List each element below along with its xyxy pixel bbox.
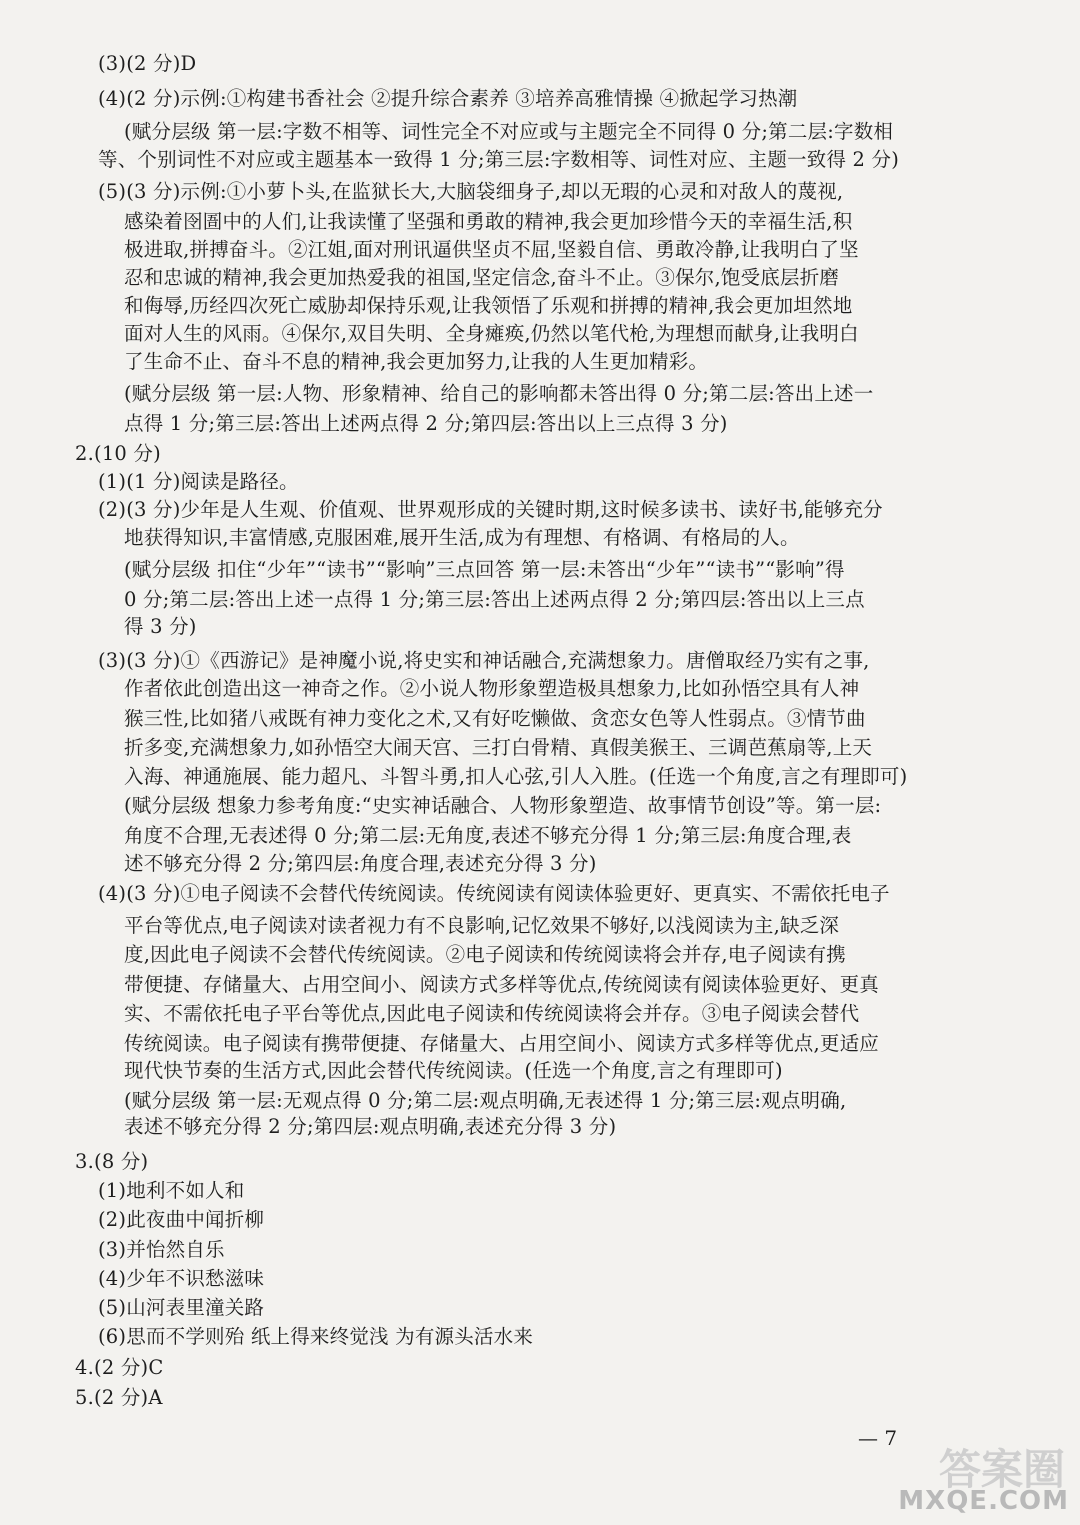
answer-line: 带便捷、存储量大、占用空间小、阅读方式多样等优点,传统阅读有阅读体验更好、更真 — [124, 973, 879, 996]
scoring-line: (赋分层级 想象力参考角度:“史实神话融合、人物形象塑造、故事情节创设”等。第一层: — [124, 794, 882, 817]
scoring-line: 得 3 分) — [124, 615, 197, 638]
answer-line: 实、不需依托电子平台等优点,因此电子阅读和传统阅读将会并存。③电子阅读会替代 — [124, 1002, 860, 1025]
answer-line: 作者依此创造出这一神奇之作。②小说人物形象塑造极具想象力,比如孙悟空具有人神 — [124, 677, 860, 700]
scoring-line: 表述不够充分得 2 分;第四层:观点明确,表述充分得 3 分) — [124, 1115, 617, 1138]
answer-line: (4)(3 分)①电子阅读不会替代传统阅读。传统阅读有阅读体验更好、更真实、不需依托电子 — [98, 882, 890, 905]
watermark-logo: 答案圈 — [938, 1445, 1065, 1494]
question-number: 2.(10 分) — [75, 442, 161, 465]
scoring-line: (赋分层级 第一层:字数不相等、词性完全不对应或与主题完全不同得 0 分;第二层:字数相 — [124, 120, 894, 143]
scoring-line: 0 分;第二层:答出上述一点得 1 分;第三层:答出上述两点得 2 分;第四层:答出以上三点 — [124, 588, 865, 611]
question-number: 5.(2 分)A — [75, 1386, 163, 1409]
answer-line: 平台等优点,电子阅读对读者视力有不良影响,记忆效果不够好,以浅阅读为主,缺乏深 — [124, 914, 840, 937]
answer-line: 和侮辱,历经四次死亡威胁却保持乐观,让我领悟了乐观和拼搏的精神,我会更加坦然地 — [124, 294, 853, 317]
scoring-line: 等、个别词性不对应或主题基本一致得 1 分;第三层:字数相等、词性对应、主题一致得 2 分) — [98, 148, 900, 171]
page-number: — 7 — [858, 1426, 898, 1450]
answer-line: 面对人生的风雨。④保尔,双目失明、全身瘫痪,仍然以笔代枪,为理想而献身,让我明白 — [124, 322, 859, 345]
answer-line: 现代快节奏的生活方式,因此会替代传统阅读。(任选一个角度,言之有理即可) — [124, 1059, 783, 1082]
answer-line: 感染着囹圄中的人们,让我读懂了坚强和勇敢的精神,我会更加珍惜今天的幸福生活,积 — [124, 210, 853, 233]
question-number: 3.(8 分) — [75, 1150, 149, 1173]
site-watermark — [895, 1435, 1075, 1520]
answer-line: (1)地利不如人和 — [98, 1179, 245, 1202]
answer-line: (6)思而不学则殆 纸上得来终觉浅 为有源头活水来 — [98, 1325, 534, 1348]
answer-line: 传统阅读。电子阅读有携带便捷、存储量大、占用空间小、阅读方式多样等优点,更适应 — [124, 1032, 879, 1055]
watermark-site: MXQE.COM — [898, 1486, 1069, 1516]
answer-line: (3)(3 分)①《西游记》是神魔小说,将史实和神话融合,充满想象力。唐僧取经乃实有之事, — [98, 649, 870, 672]
answer-line: 猴三性,比如猪八戒既有神力变化之术,又有好吃懒做、贪恋女色等人性弱点。③情节曲 — [124, 707, 866, 730]
answer-line: (3)(2 分)D — [98, 52, 197, 75]
question-number: 4.(2 分)C — [75, 1356, 164, 1379]
answer-line: (2)(3 分)少年是人生观、价值观、世界观形成的关键时期,这时候多读书、读好书,能够充分 — [98, 498, 883, 521]
answer-line: (5)(3 分)示例:①小萝卜头,在监狱长大,大脑袋细身子,却以无瑕的心灵和对敌人的蔑视, — [98, 180, 844, 203]
answer-line: 折多变,充满想象力,如孙悟空大闹天宫、三打白骨精、真假美猴王、三调芭蕉扇等,上天 — [124, 736, 873, 759]
answer-line: (4)少年不识愁滋味 — [98, 1267, 265, 1290]
scoring-line: 角度不合理,无表述得 0 分;第二层:无角度,表述不够充分得 1 分;第三层:角度合理,表 — [124, 824, 852, 847]
scoring-line: (赋分层级 第一层:无观点得 0 分;第二层:观点明确,无表述得 1 分;第三层:观点明确, — [124, 1089, 847, 1112]
scoring-line: 述不够充分得 2 分;第四层:角度合理,表述充分得 3 分) — [124, 852, 597, 875]
answer-line: 忍和忠诚的精神,我会更加热爱我的祖国,坚定信念,奋斗不止。③保尔,饱受底层折磨 — [124, 266, 840, 289]
scoring-line: (赋分层级 扣住“少年”“读书”“影响”三点回答 第一层:未答出“少年”“读书”“影响”得 — [124, 558, 845, 581]
answer-line: 入海、神通施展、能力超凡、斗智斗勇,扣人心弦,引人入胜。(任选一个角度,言之有理即可) — [124, 765, 908, 788]
answer-line: 度,因此电子阅读不会替代传统阅读。②电子阅读和传统阅读将会并存,电子阅读有携 — [124, 943, 846, 966]
answer-line: (4)(2 分)示例:①构建书香社会 ②提升综合素养 ③培养高雅情操 ④掀起学习热潮 — [98, 87, 798, 110]
answer-line: (2)此夜曲中闻折柳 — [98, 1208, 265, 1231]
answer-line: 极进取,拼搏奋斗。②江姐,面对刑讯逼供坚贞不屈,坚毅自信、勇敢冷静,让我明白了坚 — [124, 238, 859, 261]
answer-line: 了生命不止、奋斗不息的精神,我会更加努力,让我的人生更加精彩。 — [124, 350, 709, 373]
scoring-line: 点得 1 分;第三层:答出上述两点得 2 分;第四层:答出以上三点得 3 分) — [124, 412, 728, 435]
scoring-line: (赋分层级 第一层:人物、形象精神、给自己的影响都未答出得 0 分;第二层:答出上述一 — [124, 382, 874, 405]
answer-line: 地获得知识,丰富情感,克服困难,展开生活,成为有理想、有格调、有格局的人。 — [124, 526, 800, 549]
answer-line: (3)并怡然自乐 — [98, 1238, 225, 1261]
answer-line: (5)山河表里潼关路 — [98, 1296, 265, 1319]
answer-line: (1)(1 分)阅读是路径。 — [98, 470, 299, 493]
